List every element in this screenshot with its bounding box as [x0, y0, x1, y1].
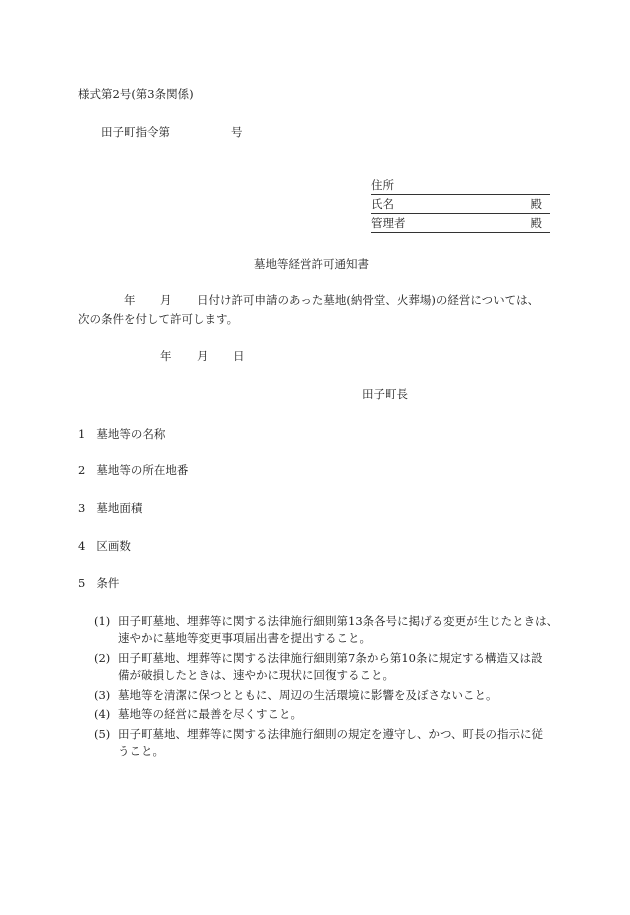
- form-label: 様式第2号(第3条関係): [78, 87, 194, 101]
- condition-number: (1): [94, 614, 111, 628]
- item-number: 4: [78, 539, 86, 553]
- condition-text: [118, 706, 563, 723]
- date-day: 日: [233, 349, 245, 363]
- issuer: 田子町長: [362, 387, 408, 401]
- item-label: 墓地面積: [96, 501, 143, 515]
- item-2: [78, 462, 188, 478]
- body-year: 年: [124, 293, 136, 307]
- manager-honorific: 殿: [530, 216, 542, 230]
- document-title: 墓地等経営許可通知書: [254, 257, 369, 271]
- name-row: [371, 196, 550, 214]
- condition-text: [118, 687, 563, 704]
- condition-2: [94, 650, 564, 684]
- condition-line: 速やかに墓地等変更事項届出書を提出すること。: [118, 631, 371, 645]
- condition-1: [94, 613, 564, 647]
- manager-label: 管理者: [371, 216, 406, 230]
- item-3: [78, 500, 142, 516]
- condition-number: (3): [94, 688, 111, 702]
- item-label: 区画数: [96, 539, 131, 553]
- condition-text: [118, 613, 563, 647]
- item-label: 墓地等の名称: [96, 427, 166, 441]
- date-year: 年: [160, 349, 172, 363]
- condition-line: 田子町墓地、埋葬等に関する法律施行細則第7条から第10条に規定する構造又は設: [118, 651, 543, 665]
- condition-line: 田子町墓地、埋葬等に関する法律施行細則の規定を遵守し、かつ、町長の指示に従: [118, 727, 544, 741]
- item-number: 3: [78, 501, 86, 515]
- condition-number: (4): [94, 707, 111, 721]
- condition-3: [94, 687, 564, 704]
- body-month: 月: [160, 293, 172, 307]
- item-1: [78, 426, 165, 442]
- condition-5: [94, 726, 564, 760]
- manager-row: [371, 215, 550, 233]
- address-label: 住所: [371, 178, 394, 192]
- reference-number-prefix: 田子町指令第: [101, 125, 170, 139]
- item-label: 条件: [96, 576, 120, 590]
- item-number: 2: [78, 463, 86, 477]
- condition-number: (5): [94, 727, 111, 741]
- condition-text: [118, 726, 563, 760]
- body-line-2: 次の条件を付して許可します。: [78, 312, 239, 326]
- condition-line: うこと。: [118, 744, 164, 758]
- item-4: [78, 538, 131, 554]
- name-label: 氏名: [371, 197, 394, 211]
- condition-4: [94, 706, 564, 723]
- name-honorific: 殿: [530, 197, 542, 211]
- item-label: 墓地等の所在地番: [96, 463, 189, 477]
- date-month: 月: [197, 349, 209, 363]
- condition-line: 田子町墓地、埋葬等に関する法律施行細則第13条各号に掲げる変更が生じたときは、: [118, 614, 559, 628]
- condition-line: 墓地等の経営に最善を尽くすこと。: [118, 707, 302, 721]
- condition-number: (2): [94, 651, 111, 665]
- item-5: [78, 575, 119, 591]
- condition-line: 墓地等を清潔に保つとともに、周辺の生活環境に影響を及ぼさないこと。: [118, 688, 498, 702]
- item-number: 5: [78, 576, 86, 590]
- address-row: [371, 177, 550, 195]
- item-number: 1: [78, 427, 86, 441]
- condition-text: [118, 650, 563, 684]
- body-day-text: 日付け許可申請のあった墓地(納骨堂、火葬場)の経営については、: [197, 293, 540, 307]
- condition-line: 備が破損したときは、速やかに現状に回復すること。: [118, 668, 394, 682]
- reference-number-suffix: 号: [231, 125, 243, 139]
